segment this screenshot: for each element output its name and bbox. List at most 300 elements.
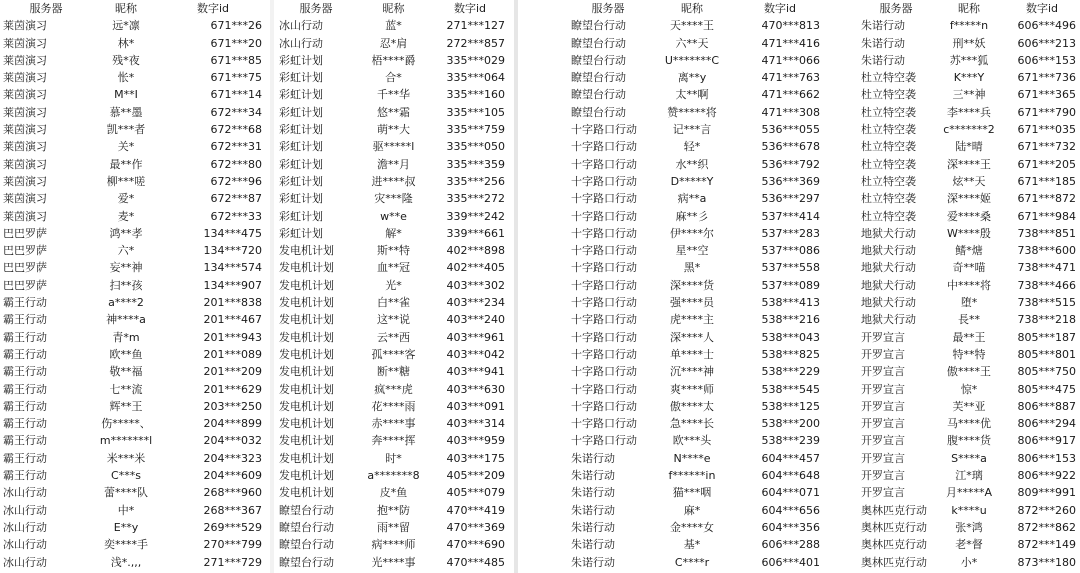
nickname-cell: 最**作 xyxy=(109,157,143,171)
table-row xyxy=(276,311,509,328)
table-row xyxy=(0,311,266,328)
nickname-cell: 黑* xyxy=(683,261,701,275)
table-row xyxy=(276,294,509,311)
id-cell: 203***250 xyxy=(203,399,262,413)
table-row xyxy=(0,69,266,86)
table-row xyxy=(0,450,266,467)
id-cell: 872***149 xyxy=(1017,538,1076,552)
list-panel-1 xyxy=(0,0,266,571)
server-cell: 发电机计划 xyxy=(279,399,334,413)
nickname-cell: 堕* xyxy=(960,296,978,310)
table-row xyxy=(858,225,1080,242)
nickname-cell: 关* xyxy=(117,140,135,154)
server-cell: 杜立特空袭 xyxy=(861,209,916,223)
server-cell: 十字路口行动 xyxy=(571,278,637,292)
server-cell: 瞭望台行动 xyxy=(571,53,626,67)
id-cell: 806***922 xyxy=(1017,469,1076,483)
server-cell: 瞭望台行动 xyxy=(279,555,334,569)
id-cell: 403***630 xyxy=(446,382,505,396)
id-cell: 537***086 xyxy=(761,244,820,258)
id-cell: 538***825 xyxy=(761,347,820,361)
nickname-cell: N****e xyxy=(673,451,711,465)
table-row xyxy=(858,259,1080,276)
panel-divider xyxy=(514,0,518,573)
server-cell: 发电机计划 xyxy=(279,434,334,448)
server-cell: 莱茵演习 xyxy=(3,105,47,119)
nickname-cell: 远*凛 xyxy=(112,19,140,33)
header-server: 服务器 xyxy=(591,2,625,15)
server-cell: 十字路口行动 xyxy=(571,330,637,344)
server-cell: 十字路口行动 xyxy=(571,261,637,275)
id-cell: 335***160 xyxy=(446,88,505,102)
id-cell: 672***68 xyxy=(210,123,262,137)
server-cell: 地狱犬行动 xyxy=(861,244,916,258)
nickname-cell: 病****师 xyxy=(371,538,416,552)
table-row xyxy=(858,415,1080,432)
id-cell: 671***85 xyxy=(210,53,262,67)
id-cell: 672***80 xyxy=(210,157,262,171)
nickname-cell: 抱**防 xyxy=(377,503,410,517)
table-row xyxy=(0,467,266,484)
header-nickname: 昵称 xyxy=(958,2,980,15)
table-row xyxy=(568,138,824,155)
nickname-cell: 傲****太 xyxy=(670,399,714,413)
winner-table-4 xyxy=(858,0,1080,571)
table-row xyxy=(276,450,509,467)
id-cell: 538***125 xyxy=(761,399,820,413)
table-row xyxy=(568,294,824,311)
id-cell: 269***529 xyxy=(203,520,262,534)
table-row xyxy=(568,86,824,103)
nickname-cell: U*******C xyxy=(664,53,720,67)
nickname-cell: 鳍*煻 xyxy=(955,244,983,258)
table-row xyxy=(0,190,266,207)
id-cell: 335***759 xyxy=(446,123,505,137)
id-cell: 537***283 xyxy=(761,226,820,240)
table-row xyxy=(568,363,824,380)
id-cell: 538***229 xyxy=(761,365,820,379)
table-row xyxy=(858,536,1080,553)
id-cell: 470***485 xyxy=(446,555,505,569)
server-cell: 开罗宣言 xyxy=(861,347,905,361)
nickname-cell: 蓝* xyxy=(385,19,402,33)
table-row xyxy=(568,121,824,138)
server-cell: 杜立特空袭 xyxy=(861,88,916,102)
id-cell: 738***218 xyxy=(1017,313,1076,327)
id-cell: 538***239 xyxy=(761,434,820,448)
nickname-cell: 特**特 xyxy=(952,347,986,361)
table-row xyxy=(858,17,1080,34)
id-cell: 268***960 xyxy=(203,486,262,500)
table-header-row xyxy=(568,0,824,17)
nickname-cell: 孤****客 xyxy=(371,347,416,361)
server-cell: 十字路口行动 xyxy=(571,382,637,396)
table-row xyxy=(0,484,266,501)
table-header-row xyxy=(0,0,266,17)
id-cell: 738***471 xyxy=(1017,261,1076,275)
winner-table-3 xyxy=(568,0,824,571)
table-row xyxy=(276,329,509,346)
server-cell: 霸王行动 xyxy=(3,451,47,465)
id-cell: 536***055 xyxy=(761,123,820,137)
table-row xyxy=(0,381,266,398)
nickname-cell: 慕**墨 xyxy=(109,105,143,119)
server-cell: 杜立特空袭 xyxy=(861,140,916,154)
server-cell: 彩虹计划 xyxy=(279,71,323,85)
server-cell: 冰山行动 xyxy=(279,36,323,50)
id-cell: 537***089 xyxy=(761,278,820,292)
id-cell: 201***209 xyxy=(203,365,262,379)
nickname-cell: 麻* xyxy=(683,503,701,517)
server-cell: 开罗宣言 xyxy=(861,382,905,396)
id-cell: 672***34 xyxy=(210,105,262,119)
server-cell: 奥林匹克行动 xyxy=(861,555,927,569)
table-row xyxy=(858,294,1080,311)
table-body xyxy=(858,17,1080,571)
server-cell: 十字路口行动 xyxy=(571,347,637,361)
server-cell: 奥林匹克行动 xyxy=(861,520,927,534)
id-cell: 204***032 xyxy=(203,434,262,448)
nickname-cell: 月*****A xyxy=(945,486,993,500)
id-cell: 201***089 xyxy=(203,347,262,361)
id-cell: 335***105 xyxy=(446,105,505,119)
nickname-cell: 七**流 xyxy=(109,382,143,396)
server-cell: 十字路口行动 xyxy=(571,399,637,413)
id-cell: 806***917 xyxy=(1017,434,1076,448)
server-cell: 冰山行动 xyxy=(3,486,47,500)
nickname-cell: 梧****爵 xyxy=(371,53,416,67)
table-row xyxy=(858,208,1080,225)
nickname-cell: 奕****手 xyxy=(104,538,148,552)
nickname-cell: 灾***隆 xyxy=(374,192,413,206)
winner-table-1 xyxy=(0,0,266,571)
server-cell: 发电机计划 xyxy=(279,261,334,275)
nickname-cell: 伤*****、 xyxy=(101,417,151,431)
nickname-cell: 进****叔 xyxy=(371,174,416,188)
server-cell: 彩虹计划 xyxy=(279,209,323,223)
nickname-cell: 浅*.,,, xyxy=(110,555,142,569)
nickname-cell: w**e xyxy=(380,209,407,223)
server-cell: 朱诺行动 xyxy=(861,53,905,67)
nickname-cell: M**I xyxy=(114,88,138,102)
server-cell: 彩虹计划 xyxy=(279,123,323,137)
server-cell: 开罗宣言 xyxy=(861,469,905,483)
server-cell: 彩虹计划 xyxy=(279,105,323,119)
table-row xyxy=(0,208,266,225)
table-row xyxy=(858,346,1080,363)
table-row xyxy=(276,363,509,380)
server-cell: 朱诺行动 xyxy=(571,486,615,500)
table-row xyxy=(568,381,824,398)
nickname-cell: 深****人 xyxy=(670,330,714,344)
id-cell: 403***042 xyxy=(446,347,505,361)
nickname-cell: 深****姬 xyxy=(947,192,991,206)
server-cell: 莱茵演习 xyxy=(3,123,47,137)
server-cell: 杜立特空袭 xyxy=(861,123,916,137)
id-cell: 204***899 xyxy=(203,417,262,431)
server-cell: 彩虹计划 xyxy=(279,140,323,154)
nickname-cell: 中****将 xyxy=(947,278,991,292)
server-cell: 瞭望台行动 xyxy=(279,520,334,534)
nickname-cell: 单****士 xyxy=(670,347,714,361)
nickname-cell: 猫***咽 xyxy=(672,486,712,500)
server-cell: 发电机计划 xyxy=(279,451,334,465)
nickname-cell: 雨**留 xyxy=(377,520,410,534)
nickname-cell: 疯***虎 xyxy=(374,382,413,396)
table-row xyxy=(276,208,509,225)
table-row xyxy=(858,104,1080,121)
server-cell: 杜立特空袭 xyxy=(861,157,916,171)
id-cell: 403***959 xyxy=(446,434,505,448)
table-row xyxy=(0,398,266,415)
server-cell: 开罗宣言 xyxy=(861,486,905,500)
table-row xyxy=(568,225,824,242)
nickname-cell: 光****事 xyxy=(371,555,416,569)
id-cell: 536***369 xyxy=(761,174,820,188)
header-id: 数字id xyxy=(453,2,487,15)
nickname-cell: 水**织 xyxy=(675,157,709,171)
server-cell: 地狱犬行动 xyxy=(861,313,916,327)
server-cell: 莱茵演习 xyxy=(3,19,47,33)
table-row xyxy=(568,277,824,294)
table-row xyxy=(568,502,824,519)
table-row xyxy=(276,190,509,207)
table-row xyxy=(568,35,824,52)
id-cell: 339***242 xyxy=(446,209,505,223)
server-cell: 杜立特空袭 xyxy=(861,192,916,206)
id-cell: 538***200 xyxy=(761,417,820,431)
id-cell: 604***656 xyxy=(761,503,820,517)
server-cell: 霸王行动 xyxy=(3,330,47,344)
nickname-cell: 江*璃 xyxy=(955,469,983,483)
nickname-cell: f*****n xyxy=(949,19,989,33)
server-cell: 朱诺行动 xyxy=(861,36,905,50)
table-row xyxy=(0,17,266,34)
server-cell: 巴巴罗萨 xyxy=(3,261,47,275)
id-cell: 604***356 xyxy=(761,520,820,534)
nickname-cell: 李****兵 xyxy=(947,105,991,119)
id-cell: 671***035 xyxy=(1017,123,1076,137)
nickname-cell: 这**说 xyxy=(377,313,410,327)
nickname-cell: 悠**霜 xyxy=(377,105,410,119)
winner-table-2 xyxy=(276,0,509,571)
id-cell: 537***414 xyxy=(761,209,820,223)
id-cell: 672***87 xyxy=(210,192,262,206)
server-cell: 十字路口行动 xyxy=(571,313,637,327)
server-cell: 开罗宣言 xyxy=(861,417,905,431)
server-cell: 莱茵演习 xyxy=(3,174,47,188)
id-cell: 201***838 xyxy=(203,296,262,310)
server-cell: 朱诺行动 xyxy=(571,555,615,569)
table-row xyxy=(276,17,509,34)
table-row xyxy=(0,277,266,294)
id-cell: 536***792 xyxy=(761,157,820,171)
table-row xyxy=(858,52,1080,69)
table-row xyxy=(0,502,266,519)
id-cell: 335***272 xyxy=(446,192,505,206)
header-server: 服务器 xyxy=(29,2,63,15)
server-cell: 十字路口行动 xyxy=(571,192,637,206)
nickname-cell: 神****a xyxy=(106,313,146,327)
nickname-cell: 青*m xyxy=(112,330,140,344)
table-row xyxy=(568,467,824,484)
table-row xyxy=(858,467,1080,484)
nickname-cell: 最**王 xyxy=(952,330,986,344)
id-cell: 270***799 xyxy=(203,538,262,552)
server-cell: 莱茵演习 xyxy=(3,88,47,102)
id-cell: 672***96 xyxy=(210,174,262,188)
nickname-cell: 奇**喵 xyxy=(952,261,986,275)
id-cell: 606***401 xyxy=(761,555,820,569)
nickname-cell: 星**空 xyxy=(675,244,709,258)
table-row xyxy=(858,277,1080,294)
table-row xyxy=(276,346,509,363)
nickname-cell: 深****货 xyxy=(670,278,714,292)
header-nickname: 昵称 xyxy=(681,2,703,15)
id-cell: 805***187 xyxy=(1017,330,1076,344)
server-cell: 发电机计划 xyxy=(279,417,334,431)
id-cell: 403***175 xyxy=(446,451,505,465)
id-cell: 671***14 xyxy=(210,88,262,102)
table-row xyxy=(0,138,266,155)
server-cell: 开罗宣言 xyxy=(861,451,905,465)
nickname-cell: 记***言 xyxy=(672,123,712,137)
nickname-cell: 欧**鱼 xyxy=(109,347,143,361)
table-row xyxy=(0,432,266,449)
table-row xyxy=(568,415,824,432)
id-cell: 738***515 xyxy=(1017,296,1076,310)
panel-divider xyxy=(270,0,274,573)
table-row xyxy=(568,484,824,501)
header-id: 数字id xyxy=(763,2,797,15)
server-cell: 霸王行动 xyxy=(3,365,47,379)
id-cell: 604***457 xyxy=(761,451,820,465)
nickname-cell: 陆*晴 xyxy=(955,140,983,154)
nickname-cell: 基* xyxy=(683,538,701,552)
server-cell: 杜立特空袭 xyxy=(861,71,916,85)
table-row xyxy=(568,156,824,173)
table-row xyxy=(276,104,509,121)
table-row xyxy=(858,554,1080,571)
table-row xyxy=(568,554,824,571)
table-row xyxy=(276,502,509,519)
id-cell: 671***185 xyxy=(1017,174,1076,188)
table-row xyxy=(858,138,1080,155)
header-id: 数字id xyxy=(1025,2,1059,15)
nickname-cell: C****r xyxy=(674,555,710,569)
table-row xyxy=(276,156,509,173)
nickname-cell: 血**冠 xyxy=(377,261,410,275)
table-row xyxy=(858,242,1080,259)
server-cell: 彩虹计划 xyxy=(279,174,323,188)
nickname-cell: 凯***者 xyxy=(106,123,146,137)
server-cell: 发电机计划 xyxy=(279,330,334,344)
server-cell: 莱茵演习 xyxy=(3,192,47,206)
id-cell: 672***33 xyxy=(210,209,262,223)
table-row xyxy=(0,52,266,69)
id-cell: 470***369 xyxy=(446,520,505,534)
table-row xyxy=(276,484,509,501)
id-cell: 134***720 xyxy=(203,244,262,258)
table-row xyxy=(276,35,509,52)
id-cell: 606***153 xyxy=(1017,53,1076,67)
nickname-cell: k****u xyxy=(951,503,987,517)
header-nickname: 昵称 xyxy=(115,2,137,15)
server-cell: 十字路口行动 xyxy=(571,417,637,431)
nickname-cell: 白**雀 xyxy=(377,296,410,310)
table-row xyxy=(0,86,266,103)
id-cell: 403***961 xyxy=(446,330,505,344)
id-cell: 335***256 xyxy=(446,174,505,188)
list-panel-3 xyxy=(568,0,824,571)
table-row xyxy=(0,259,266,276)
id-cell: 470***690 xyxy=(446,538,505,552)
nickname-cell: 合* xyxy=(385,71,402,85)
nickname-cell: 扫**孩 xyxy=(109,278,143,292)
table-row xyxy=(0,329,266,346)
id-cell: 471***763 xyxy=(761,71,820,85)
table-row xyxy=(276,138,509,155)
id-cell: 672***31 xyxy=(210,140,262,154)
table-row xyxy=(568,329,824,346)
nickname-cell: 花****雨 xyxy=(371,399,416,413)
server-cell: 十字路口行动 xyxy=(571,140,637,154)
server-cell: 莱茵演习 xyxy=(3,36,47,50)
server-cell: 瞭望台行动 xyxy=(571,36,626,50)
server-cell: 巴巴罗萨 xyxy=(3,226,47,240)
id-cell: 604***071 xyxy=(761,486,820,500)
id-cell: 405***209 xyxy=(446,469,505,483)
id-cell: 272***857 xyxy=(446,36,505,50)
server-cell: 彩虹计划 xyxy=(279,226,323,240)
id-cell: 538***413 xyxy=(761,296,820,310)
nickname-cell: 刑**妖 xyxy=(952,36,986,50)
nickname-cell: 鸿**孝 xyxy=(109,226,143,240)
nickname-cell: 虎****主 xyxy=(670,313,714,327)
table-row xyxy=(568,190,824,207)
server-cell: 霸王行动 xyxy=(3,382,47,396)
server-cell: 瞭望台行动 xyxy=(571,71,626,85)
table-row xyxy=(276,86,509,103)
id-cell: 271***127 xyxy=(446,19,505,33)
table-row xyxy=(568,450,824,467)
id-cell: 806***153 xyxy=(1017,451,1076,465)
table-row xyxy=(568,173,824,190)
id-cell: 403***314 xyxy=(446,417,505,431)
id-cell: 606***213 xyxy=(1017,36,1076,50)
server-cell: 朱诺行动 xyxy=(571,538,615,552)
server-cell: 杜立特空袭 xyxy=(861,105,916,119)
table-row xyxy=(0,294,266,311)
server-cell: 霸王行动 xyxy=(3,469,47,483)
server-cell: 霸王行动 xyxy=(3,434,47,448)
id-cell: 134***475 xyxy=(203,226,262,240)
server-cell: 朱诺行动 xyxy=(571,520,615,534)
nickname-cell: 皮*鱼 xyxy=(379,486,408,500)
table-row xyxy=(568,311,824,328)
id-cell: 805***801 xyxy=(1017,347,1076,361)
server-cell: 杜立特空袭 xyxy=(861,174,916,188)
table-row xyxy=(858,502,1080,519)
server-cell: 十字路口行动 xyxy=(571,434,637,448)
table-row xyxy=(276,52,509,69)
table-row xyxy=(0,104,266,121)
nickname-cell: 忍*肩 xyxy=(379,36,408,50)
id-cell: 471***308 xyxy=(761,105,820,119)
id-cell: 806***294 xyxy=(1017,417,1076,431)
nickname-cell: 麻**彡 xyxy=(675,209,709,223)
nickname-cell: 怅* xyxy=(117,71,135,85)
